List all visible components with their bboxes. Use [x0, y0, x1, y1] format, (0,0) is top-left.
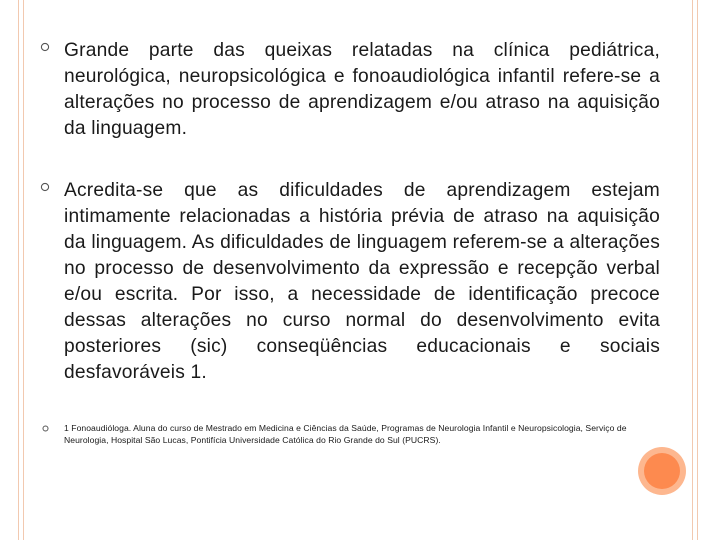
- ring-bullet-icon: [38, 419, 52, 437]
- left-frame-line: [18, 0, 19, 540]
- accent-circle-decoration: [638, 447, 686, 495]
- ring-bullet-icon: [38, 178, 52, 196]
- right-frame-line-inner: [692, 0, 693, 540]
- slide-content: [38, 28, 660, 446]
- bullet-text: Grande parte das queixas relatadas na clínica pediátrica, neurológica, neuropsicológica e fonoaudiológica infantil refere-se a alterações no processo de aprendizagem e/ou atraso na aquisição da linguagem.: [64, 40, 660, 139]
- left-frame-line-inner: [23, 0, 24, 540]
- right-frame-line: [697, 0, 698, 540]
- footnote-item: [38, 422, 660, 446]
- bullet-item: [38, 38, 660, 142]
- ring-bullet-icon: [38, 38, 52, 56]
- footnote-text: 1 Fonoaudióloga. Aluna do curso de Mestrado em Medicina e Ciências da Saúde, Programas de Neurologia Infantil e Neuropsicologia, Serviço de Neurologia, Hospital São Lucas, Pontifícia Universidade Católica do Rio Grande do Sul (PUCRS).: [64, 423, 627, 445]
- bullet-text: Acredita-se que as dificuldades de aprendizagem estejam intimamente relacionadas a história prévia de atraso na aquisição da linguagem. As dificuldades de linguagem referem-se a alterações no processo de desenvolvimento da expressão e recepção verbal e/ou escrita. Por isso, a necessidade de identificação precoce dessas alterações no curso normal do desenvolvimento evita posteriores (sic) conseqüências educacionais e sociais desfavoráveis 1.: [64, 180, 660, 383]
- bullet-item: [38, 178, 660, 386]
